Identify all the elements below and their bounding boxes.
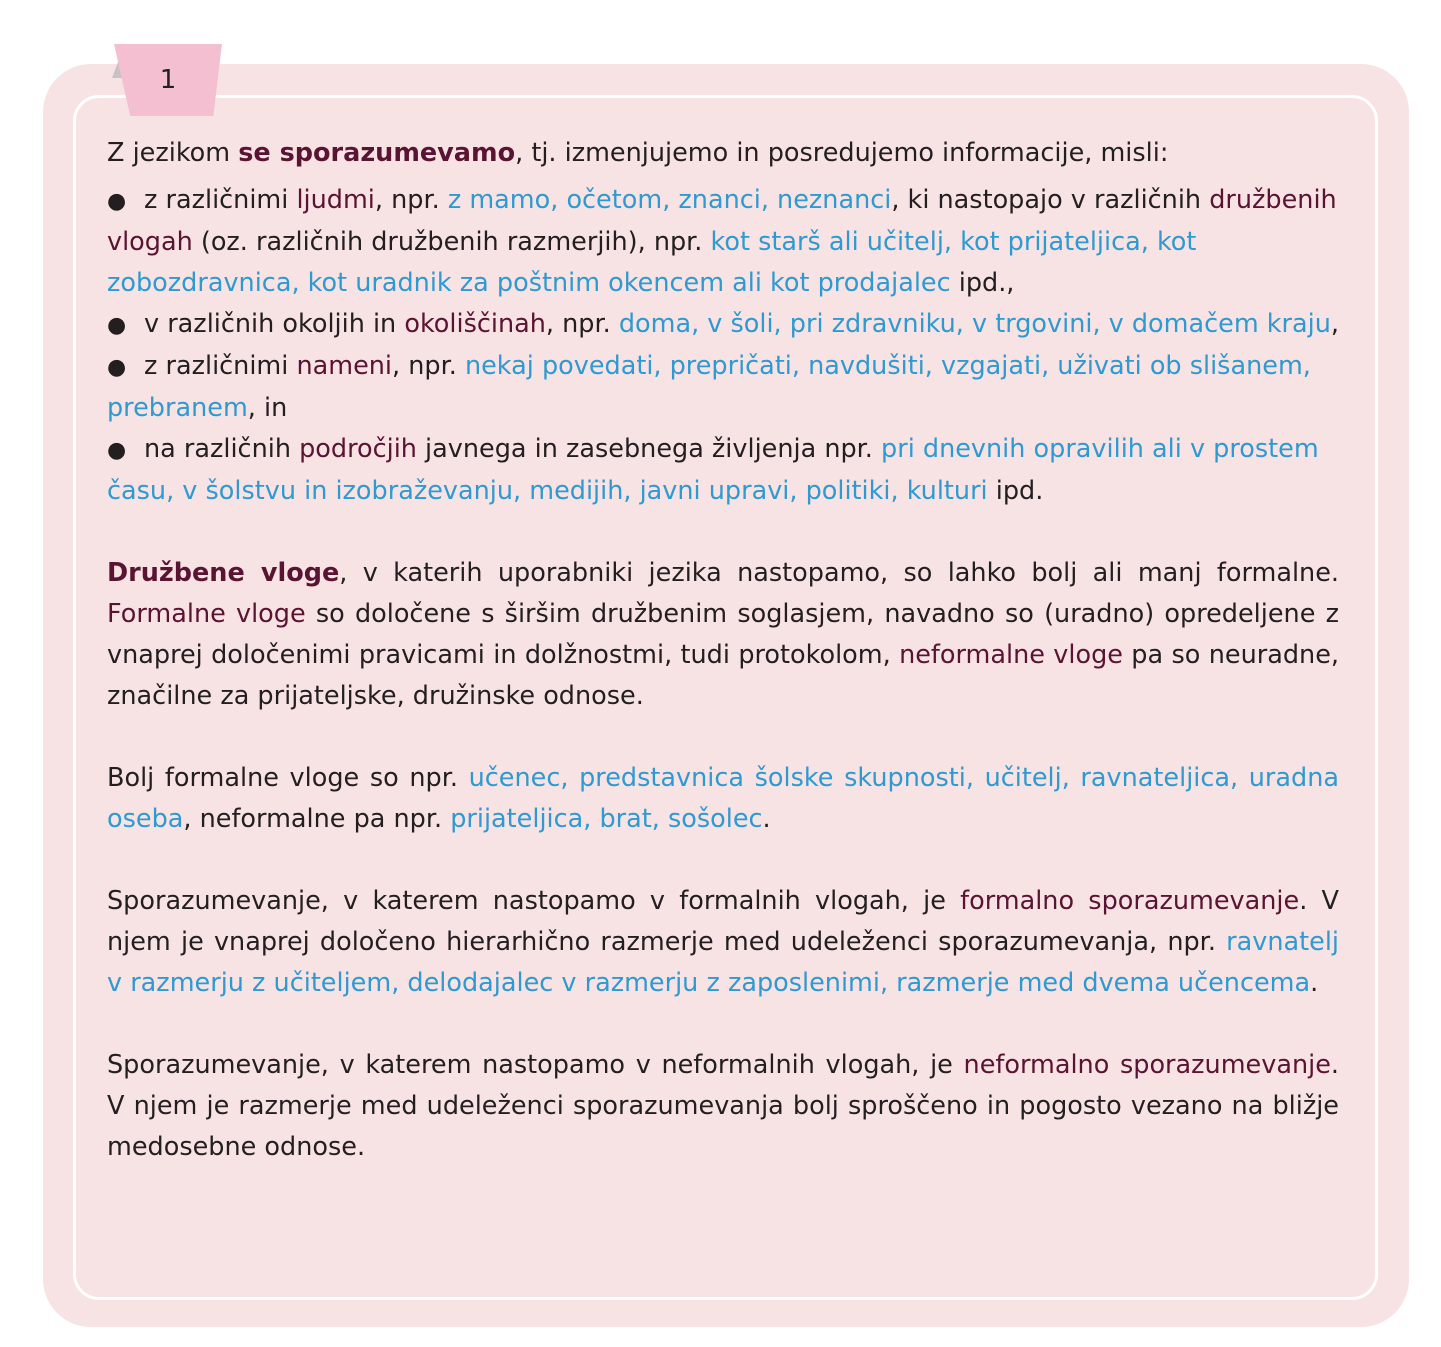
intro-paragraph <box>107 133 1339 174</box>
example: pri dnevnih opravilih ali v prostem času, v šolstvu in izobraževanju, medijih, javni upravi, politiki, kulturi <box>107 434 1319 506</box>
example: učenec, predstavnica šolske skupnosti, učitelj, ravnateljica, uradna oseba <box>107 763 1340 834</box>
bullet-list <box>107 180 1339 512</box>
term: družbenih vlogah <box>107 185 1337 257</box>
term: ljudmi <box>296 185 375 215</box>
example: nekaj povedati, prepričati, navdušiti, vzgajati, uživati ob slišanem, prebranem <box>107 351 1311 423</box>
term: Družbene vloge <box>107 558 340 588</box>
bullet-item-areas: ● na različnih področjih javnega in zasebnega življenja npr. pri dnevnih opravilih ali v prostem času, v šolstvu in izobraževanju, medijih, javni upravi, politiki, kulturi ipd. <box>107 429 1339 512</box>
example: prijateljica, brat, sošolec <box>450 804 763 834</box>
roles-paragraph: Družbene vloge, v katerih uporabniki jezika nastopamo, so lahko bolj ali manj formalne. Formalne vloge so določene s širšim družbenim soglasjem, navadno so (uradno) opredeljene z vnaprej določenimi pravicami in dolžnostmi, tudi protokolom, neformalne vloge pa so neuradne, značilne za prijateljske, družinske odnose. <box>107 558 1339 711</box>
term: področjih <box>299 434 417 464</box>
term: nameni <box>296 351 393 381</box>
intro-text-end: , tj. izmenjujemo in posredujemo informacije, misli: <box>515 138 1169 168</box>
card-content <box>107 133 1339 1168</box>
bullet-icon: ● <box>107 313 127 338</box>
bullet-icon: ● <box>107 438 127 463</box>
formal-paragraph: Sporazumevanje, v katerem nastopamo v formalnih vlogah, je formalno sporazumevanje. V njem je vnaprej določeno hierarhično razmerje med udeleženci sporazumevanja, npr. ravnatelj v razmerju z učiteljem, delodajalec v razmerju z zaposlenimi, razmerje med dvema učencema. <box>107 886 1339 998</box>
intro-key-term: se sporazumevamo <box>238 138 516 168</box>
term: neformalne vloge <box>899 640 1123 670</box>
term: formalno sporazumevanje <box>960 886 1300 916</box>
tab-number: 1 <box>159 65 177 95</box>
intro-text: Z jezikom <box>107 138 239 168</box>
term: Formalne vloge <box>107 599 306 629</box>
bullet-icon: ● <box>107 189 127 214</box>
example: z mamo, očetom, znanci, neznanci <box>447 185 892 215</box>
bullet-item-people: ● z različnimi ljudmi, npr. z mamo, očetom, znanci, neznanci, ki nastopajo v različnih družbenih vlogah (oz. različnih družbenih razmerjih), npr. kot starš ali učitelj, kot prijateljica, kot zobozdravnica, kot uradnik za poštnim okencem ali kot prodajalec ipd., <box>107 180 1339 304</box>
bullet-item-circumstances: ● v različnih okoljih in okoliščinah, npr. doma, v šoli, pri zdravniku, v trgovini, v domačem kraju, <box>107 304 1339 346</box>
example: kot starš ali učitelj, kot prijateljica, kot zobozdravnica, kot uradnik za poštnim okencem ali kot prodajalec <box>107 227 1197 298</box>
example: ravnatelj v razmerju z učiteljem, delodajalec v razmerju z zaposlenimi, razmerje med dvema učencema <box>107 927 1339 998</box>
examples-paragraph: Bolj formalne vloge so npr. učenec, predstavnica šolske skupnosti, učitelj, ravnateljica, uradna oseba, neformalne pa npr. prijateljica, brat, sošolec. <box>107 763 1340 834</box>
example: doma, v šoli, pri zdravniku, v trgovini, v domačem kraju <box>618 309 1331 339</box>
term: okoliščinah <box>404 309 546 339</box>
bullet-icon: ● <box>107 355 127 380</box>
bullet-item-purposes: ● z različnimi nameni, npr. nekaj povedati, prepričati, navdušiti, vzgajati, uživati ob slišanem, prebranem, in <box>107 346 1339 429</box>
term: neformalno sporazumevanje <box>963 1050 1331 1080</box>
informal-paragraph: Sporazumevanje, v katerem nastopamo v neformalnih vlogah, je neformalno sporazumevanje. V njem je razmerje med udeleženci sporazumevanja bolj sproščeno in pogosto vezano na bližje medosebne odnose. <box>107 1050 1339 1162</box>
